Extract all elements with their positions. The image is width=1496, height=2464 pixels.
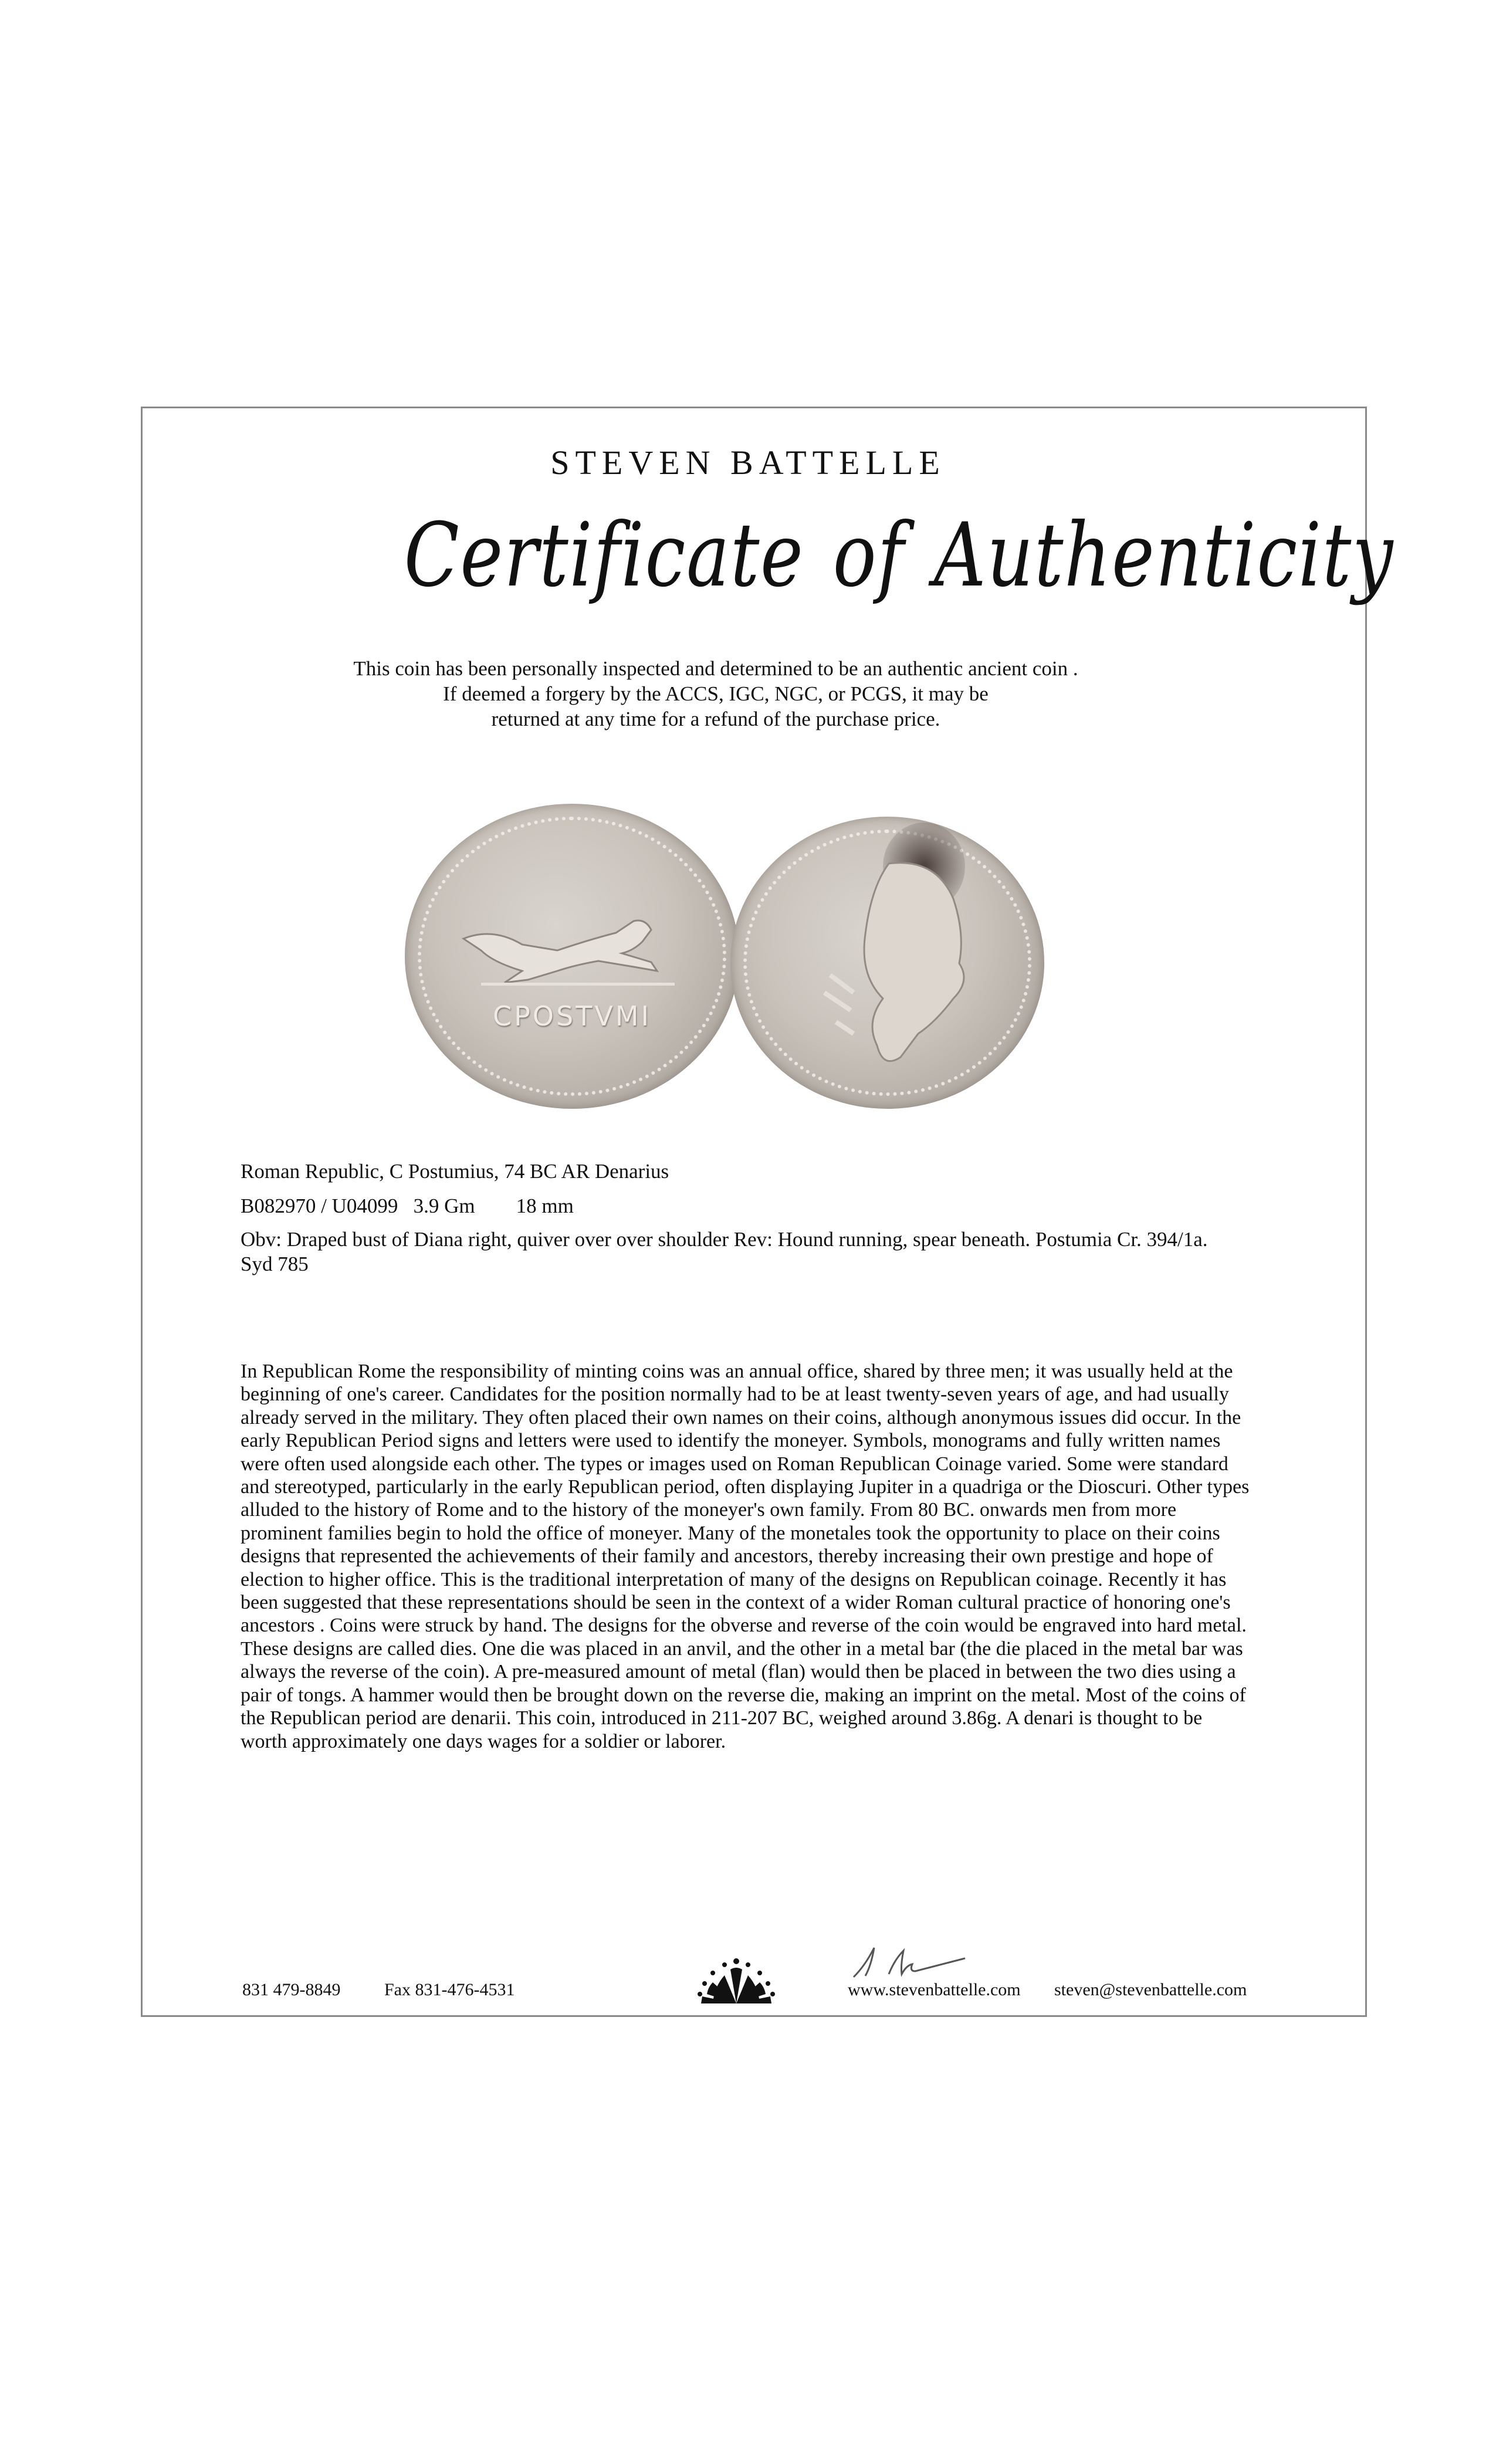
signature-image xyxy=(848,1942,977,1983)
phone-number: 831 479-8849 xyxy=(242,1980,341,1999)
historical-note: In Republican Rome the responsibility of minting coins was an annual office, shared by three men; it was usually held at the beginning of one's career. Candidates for the position normally had to be at least twenty-seven years of age, and had usually already served in the military. They often placed their own names on their coins, although anonymous issues did occur. In the early Republican Period signs and letters were used to identify the moneyer. Symbols, monograms and fully written names were often used alongside each other. The types or images used on Roman Republican Coinage varied. Some were standard and stereotyped, particularly in the early Republican period, often displaying Jupiter in a quadriga or the Dioscuri. Other types alluded to the history of Rome and to the history of the moneyer's own family. From 80 BC. onwards men from more prominent families begin to hold the office of moneyer. Many of the monetales took the opportunity to place on their coins designs that represented the achievements of their family and ancestors, thereby increasing their own prestige and hope of election to higher office. This is the traditional interpretation of many of the designs on Republican coinage. Recently it has been suggested that these representations should be seen in the context of a wider Roman cultural practice of honoring one's ancestors . Coins were struck by hand. The designs for the obverse and reverse of the coin would be engraved into hard metal. These designs are called dies. One die was placed in an anvil, and the other in a metal bar (the die placed in the metal bar was always the reverse of the coin). A pre-measured amount of metal (flan) would then be placed in between the two dies using a pair of tongs. A hammer would then be brought down on the reverse die, making an imprint on the metal. Most of the coins of the Republican period are denarii. This coin, introduced in 211-207 BC, weighed around 3.86g. A denari is thought to be worth approximately one days wages for a soldier or laborer. xyxy=(241,1360,1250,1752)
title-word-authenticity: Authenticity xyxy=(933,505,1395,607)
guarantee-statement xyxy=(329,656,1103,732)
sunburst-logo-icon xyxy=(689,1958,783,2005)
title-word-certificate: Certificate xyxy=(404,505,804,607)
email-link[interactable]: steven@stevenbattelle.com xyxy=(1054,1980,1247,1999)
coin-legend: CPOSTVMI xyxy=(492,1000,652,1032)
fax-number: Fax 831-476-4531 xyxy=(384,1980,515,1999)
coin-description: Obv: Draped bust of Diana right, quiver over over shoulder Rev: Hound running, spear beneath. Postumia Cr. 394/1a. Syd 785 xyxy=(241,1228,1208,1275)
guarantee-line-1: This coin has been personally inspected and determined to be an authentic ancient coin . xyxy=(353,657,1078,680)
coin-specs xyxy=(241,1193,574,1219)
coin-reverse-image xyxy=(405,804,739,1109)
guarantee-line-3: returned at any time for a refund of the purchase price. xyxy=(491,708,940,730)
coin-weight: 3.9 Gm xyxy=(413,1194,475,1217)
diana-bust-icon xyxy=(818,846,983,1081)
coin-inventory-id: B082970 / U04099 xyxy=(241,1194,398,1217)
brand-name: STEVEN BATTELLE xyxy=(550,444,946,482)
hound-icon xyxy=(458,915,681,986)
guarantee-line-2: If deemed a forgery by the ACCS, IGC, NGC, or PCGS, it may be xyxy=(443,682,989,705)
coin-title: Roman Republic, C Postumius, 74 BC AR Denarius xyxy=(241,1160,669,1183)
coin-diameter: 18 mm xyxy=(516,1194,574,1217)
website-link[interactable]: www.stevenbattelle.com xyxy=(848,1980,1021,1999)
title-word-of: of xyxy=(832,505,905,607)
coin-obverse-image xyxy=(730,817,1044,1109)
certificate-title xyxy=(404,505,1395,607)
